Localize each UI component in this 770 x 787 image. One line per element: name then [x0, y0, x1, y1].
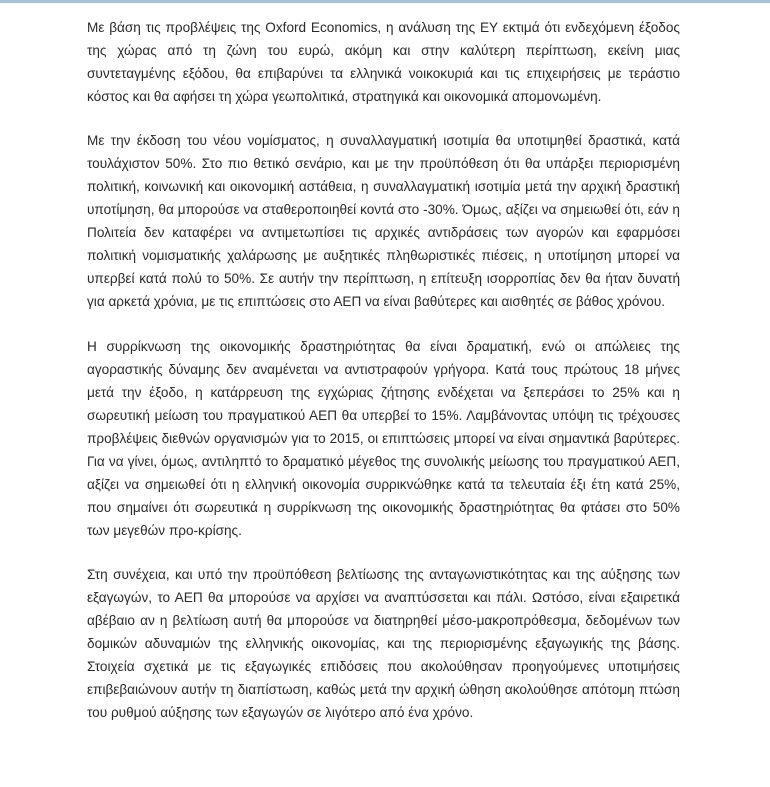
paragraph-export-growth: Στη συνέχεια, και υπό την προϋπόθεση βελτίωσης της ανταγωνιστικότητας και της αύξησης των εξαγωγών, το ΑΕΠ θα μπορούσε να αρχίσει να αναπτύσσεται και πάλι. Ωστόσο, είναι εξαιρετικά αβέβαιο αν η βελτίωση αυτή θα μπορούσε να διατηρηθεί μέσο-μακροπρόθεσμα, δεδομένων των δομικών αδυναμιών της ελληνικής οικονομίας, και της περιορισμένης εξαγωγικής της βάσης. Στοιχεία σχετικά με τις εξαγωγικές επιδόσεις που ακολούθησαν προηγούμενες υποτιμήσεις επιβεβαιώνουν αυτήν τη διαπίστωση, καθώς μετά την αρχική ώθηση ακολούθησε απότομη πτώση του ρυθμού αύξησης των εξαγωγών σε λιγότερο από ένα χρόνο. [87, 567, 680, 720]
article-body [87, 16, 680, 745]
paragraph-economic-contraction: Η συρρίκνωση της οικονομικής δραστηριότητας θα είναι δραματική, ενώ οι απώλειες της αγοραστικής δύναμης δεν αναμένεται να αντιστραφούν γρήγορα. Κατά τους πρώτους 18 μήνες μετά την έξοδο, η κατάρρευση της εγχώριας ζήτησης ενδέχεται να ξεπεράσει το 25% και η σωρευτική μείωση του πραγματικού ΑΕΠ θα υπερβεί το 15%. Λαμβάνοντας υπόψη τις τρέχουσες προβλέψεις διεθνών οργανισμών για το 2015, οι επιπτώσεις μπορεί να είναι σημαντικά βαρύτερες. Για να γίνει, όμως, αντιληπτό το δραματικό μέγεθος της συνολικής μείωσης του πραγματικού ΑΕΠ, αξίζει να σημειωθεί ότι η ελληνική οικονομία συρρικνώθηκε κατά τα τελευταία έξι έτη κατά 25%, που σημαίνει ότι σωρευτικά η συρρίκνωση της οικονομικής δραστηριότητας θα φτάσει στο 50% των μεγεθών προ-κρίσης. [87, 339, 680, 538]
paragraph-oxford-economics: Με βάση τις προβλέψεις της Oxford Economics, η ανάλυση της ΕΥ εκτιμά ότι ενδεχόμενη έξοδος της χώρας από τη ζώνη του ευρώ, ακόμη και στην καλύτερη περίπτωση, εκείνη μιας συντεταγμένης εξόδου, θα επιβαρύνει τα ελληνικά νοικοκυριά και τις επιχειρήσεις με τεράστιο κόστος και θα αφήσει τη χώρα γεωπολιτικά, στρατηγικά και οικονομικά απομονωμένη. [87, 20, 680, 104]
paragraph-currency-devaluation: Με την έκδοση του νέου νομίσματος, η συναλλαγματική ισοτιμία θα υποτιμηθεί δραστικά, κατά τουλάχιστον 50%. Στο πιο θετικό σενάριο, και με την προϋπόθεση ότι θα υπάρξει περιορισμένη πολιτική, κοινωνική και οικονομική αστάθεια, η συναλλαγματική ισοτιμία μετά την αρχική δραστική υποτίμηση, θα μπορούσε να σταθεροποιηθεί κοντά στο -30%. Όμως, αξίζει να σημειωθεί ότι, εάν η Πολιτεία δεν καταφέρει να αντιμετωπίσει τις αρχικές αντιδράσεις των αγορών και εφαρμόσει πολιτική νομισματικής χαλάρωσης με αυξητικές πληθωριστικές πιέσεις, η υποτίμηση μπορεί να υπερβεί κατά πολύ το 50%. Σε αυτήν την περίπτωση, η επίτευξη ισορροπίας δεν θα ήταν δυνατή για αρκετά χρόνια, με τις επιπτώσεις στο ΑΕΠ να είναι βαθύτερες και αισθητές σε βάθος χρόνου. [87, 133, 680, 309]
top-border [0, 0, 770, 3]
